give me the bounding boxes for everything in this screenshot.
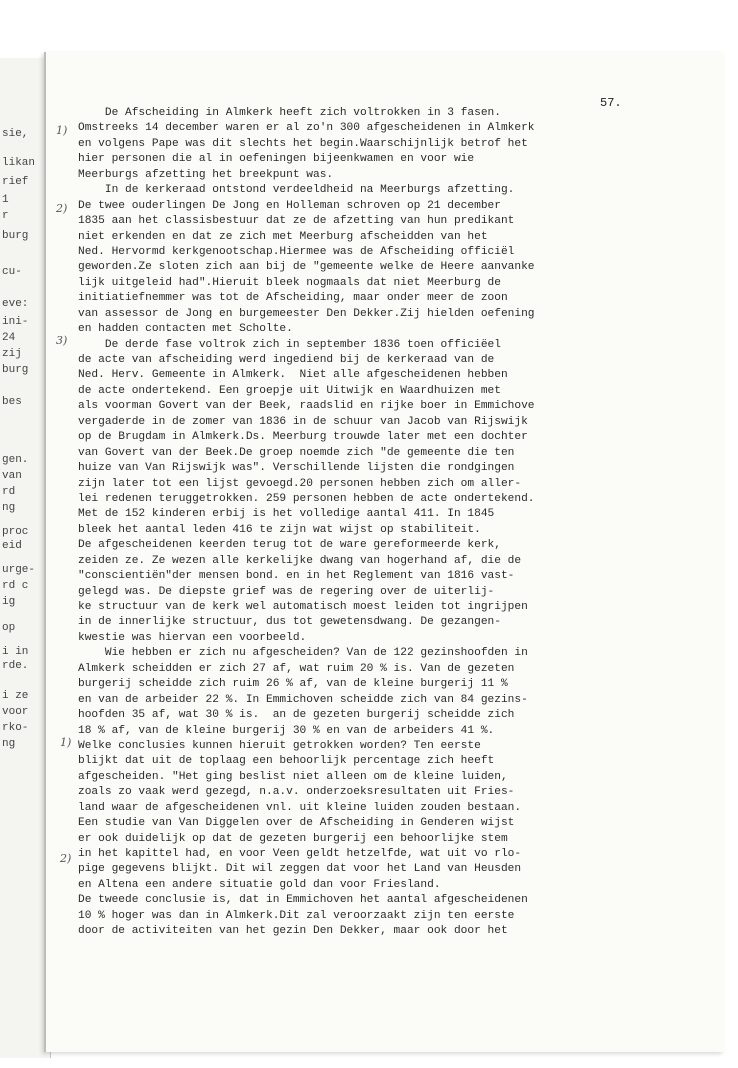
- text-line: en Altena een andere situatie gold dan voor Friesland.: [78, 878, 441, 891]
- text-line: 1835 aan het classisbestuur dat ze de afzetting van hun predikant: [78, 215, 515, 228]
- underlying-text-fragment: voor: [2, 706, 29, 718]
- text-line: geworden.Ze sloten zich aan bij de "gemeente welke de Heere aanvanke: [78, 261, 535, 274]
- text-line: door de activiteiten van het gezin Den Dekker, maar ook door het: [78, 925, 508, 938]
- text-line: zoals zo vaak werd gezegd, n.a.v. onderzoeksresultaten uit Fries-: [78, 786, 515, 799]
- text-line: Ned. Hervormd kerkgenootschap.Hiermee was de Afscheiding officiël: [78, 245, 515, 258]
- underlying-text-fragment: sie,: [2, 128, 29, 140]
- text-line: De afgescheidenen keerden terug tot de ware gereformeerde kerk,: [78, 539, 501, 552]
- underlying-text-fragment: likan: [2, 157, 36, 169]
- text-line: er ook duidelijk op dat de gezeten burgerij een behoorlijke stem: [78, 832, 508, 845]
- underlying-text-fragment: zij: [2, 348, 22, 360]
- underlying-text-fragment: i in: [2, 646, 29, 658]
- text-line: De derde fase voltrok zich in september 1836 toen officiëel: [78, 338, 501, 351]
- underlying-text-fragment: gen.: [2, 454, 29, 466]
- text-line: In de kerkeraad ontstond verdeeldheid na Meerburgs afzetting.: [78, 184, 515, 197]
- text-line: Met de 152 kinderen erbij is het volledige aantal 411. In 1845: [78, 508, 495, 521]
- underlying-text-fragment: i ze: [2, 690, 29, 702]
- underlying-text-fragment: 24: [2, 332, 16, 344]
- text-line: land waar de afgescheidenen vnl. uit kleine luiden zouden bestaan.: [78, 801, 522, 814]
- underlying-text-fragment: eid: [2, 540, 22, 552]
- text-line: huize van Van Rijswijk was". Verschillende lijsten die rondgingen: [78, 462, 515, 475]
- text-line: en hadden contacten met Scholte.: [78, 323, 293, 336]
- text-line: Almkerk scheidden er zich 27 af, wat ruim 20 % is. Van de gezeten: [78, 662, 515, 675]
- underlying-text-fragment: rko-: [2, 722, 29, 734]
- text-line: Ned. Herv. Gemeente in Almkerk. Niet alle afgescheidenen hebben: [78, 369, 508, 382]
- text-line: op de Brugdam in Almkerk.Ds. Meerburg trouwde later met een dochter: [78, 431, 528, 444]
- margin-annotation: 3): [56, 334, 68, 347]
- text-line: ke structuur van de kerk wel automatisch moest leiden tot ingrijpen: [78, 601, 528, 613]
- margin-annotation: 1): [60, 736, 72, 749]
- underlying-text-fragment: ini-: [2, 316, 29, 328]
- text-line: gelegd was. De diepste grief was de regering over de uiterlij-: [78, 585, 495, 598]
- page-number: 57.: [600, 96, 622, 110]
- text-line: De twee ouderlingen De Jong en Holleman schroven op 21 december: [78, 199, 501, 212]
- text-line: van assessor de Jong en burgemeester Den Dekker.Zij hielden oefening: [78, 307, 535, 320]
- margin-annotation: 2): [60, 852, 72, 865]
- text-line: 18 % af, van de kleine burgerij 30 % en van de arbeiders 41 %.: [78, 724, 495, 737]
- text-line: Omstreeks 14 december waren er al zo'n 300 afgescheidenen in Almkerk: [78, 122, 535, 135]
- margin-annotation: 2): [56, 202, 68, 215]
- text-line: hoofden 35 af, wat 30 % is. an de gezeten burgerij scheidde zich: [78, 709, 515, 722]
- text-line: "conscientiën"der mensen bond. en in het Reglement van 1816 vast-: [78, 570, 515, 583]
- underlying-text-fragment: eve:: [2, 298, 29, 310]
- text-line: hier personen die al in oefeningen bijeenkwamen en voor wie: [78, 153, 475, 166]
- text-line: en volgens Pape was dit slechts het begin.Waarschijnlijk betrof het: [78, 137, 528, 150]
- underlying-text-fragment: rde.: [2, 660, 29, 672]
- text-line: in de innerlijke structuur, dus tot gewetensdwang. De gezangen-: [78, 616, 501, 629]
- text-line: en van de arbeider 22 %. In Emmichoven scheidde zich van 84 gezins-: [78, 693, 528, 706]
- underlying-text-fragment: ng: [2, 502, 16, 514]
- text-line: vergaderde in de zomer van 1836 in de schuur van Jacob van Rijswijk: [78, 415, 528, 428]
- underlying-text-fragment: van: [2, 470, 22, 482]
- text-line: Meerburgs afzetting het breekpunt was.: [78, 168, 334, 181]
- text-line: lei redenen teruggetrokken. 259 personen hebben de acte ondertekend.: [78, 492, 535, 505]
- text-line: zijn later tot een lijst gevoegd.20 personen hebben zich om aller-: [78, 477, 522, 490]
- text-line: Welke conclusies kunnen hieruit getrokken worden? Ten eerste: [78, 739, 481, 752]
- text-line: zeiden ze. Ze wezen alle kerkelijke dwang van hogerhand af, die de: [78, 554, 522, 567]
- underlying-text-fragment: rd c: [2, 580, 29, 592]
- text-line: pige gegevens blijkt. Dit wil zeggen dat voor het Land van Heusden: [78, 863, 522, 876]
- underlying-text-fragment: ig: [2, 596, 16, 608]
- text-line: 10 % hoger was dan in Almkerk.Dit zal veroorzaakt zijn ten eerste: [78, 909, 515, 922]
- underlying-text-fragment: 1: [2, 194, 9, 206]
- underlying-text-fragment: burg: [2, 364, 29, 376]
- text-line: in het kapittel had, en voor Veen geldt hetzelfde, wat uit vo rlo-: [78, 848, 522, 860]
- text-line: Een studie van Van Diggelen over de Afscheiding in Genderen wijst: [78, 817, 515, 830]
- text-line: bleek het aantal leden 416 te zijn wat wijst op stabiliteit.: [78, 523, 481, 536]
- text-line: De Afscheiding in Almkerk heeft zich voltrokken in 3 fasen.: [78, 107, 501, 119]
- underlying-text-fragment: op: [2, 622, 16, 634]
- text-line: niet erkenden en dat ze zich met Meerburg afscheidden van het: [78, 230, 488, 243]
- underlying-text-fragment: rd: [2, 486, 16, 498]
- underlying-text-fragment: r: [2, 210, 9, 222]
- underlying-text-fragment: ng: [2, 738, 16, 750]
- underlying-text-fragment: rief: [2, 176, 29, 188]
- text-line: Wie hebben er zich nu afgescheiden? Van de 122 gezinshoofden in: [78, 647, 528, 660]
- underlying-text-fragment: burg: [2, 230, 29, 242]
- text-line: initiatiefnemmer was tot de Afscheiding, maar onder meer de zoon: [78, 292, 508, 305]
- margin-annotation: 1): [56, 124, 68, 137]
- text-line: de acte van afscheiding werd ingediend bij de kerkeraad van de: [78, 354, 495, 366]
- body-text: [78, 106, 668, 940]
- text-line: afgescheiden. "Het ging beslist niet alleen om de kleine luiden,: [78, 770, 508, 783]
- underlying-text-fragment: proc: [2, 526, 29, 538]
- text-line: De tweede conclusie is, dat in Emmichoven het aantal afgescheidenen: [78, 894, 528, 907]
- underlying-text-fragment: urge-: [2, 564, 36, 576]
- text-line: kwestie was hiervan een voorbeeld.: [78, 631, 307, 644]
- text-line: blijkt dat uit de toplaag een behoorlijk percentage zich heeft: [78, 755, 495, 768]
- text-line: als voorman Govert van der Beek, raadslid en rijke boer in Emmichove: [78, 400, 535, 413]
- text-line: burgerij scheidde zich ruim 26 % af, van de kleine burgerij 11 %: [78, 678, 508, 691]
- underlying-text-fragment: cu-: [2, 266, 22, 278]
- underlying-text-fragment: bes: [2, 396, 22, 408]
- text-line: lijk uitgeleid had".Hieruit bleek nogmaals dat niet Meerburg de: [78, 276, 501, 289]
- text-line: de acte ondertekend. Een groepje uit Uitwijk en Waardhuizen met: [78, 384, 501, 397]
- text-line: van Govert van der Beek.De groep noemde zich "de gemeente die ten: [78, 446, 515, 459]
